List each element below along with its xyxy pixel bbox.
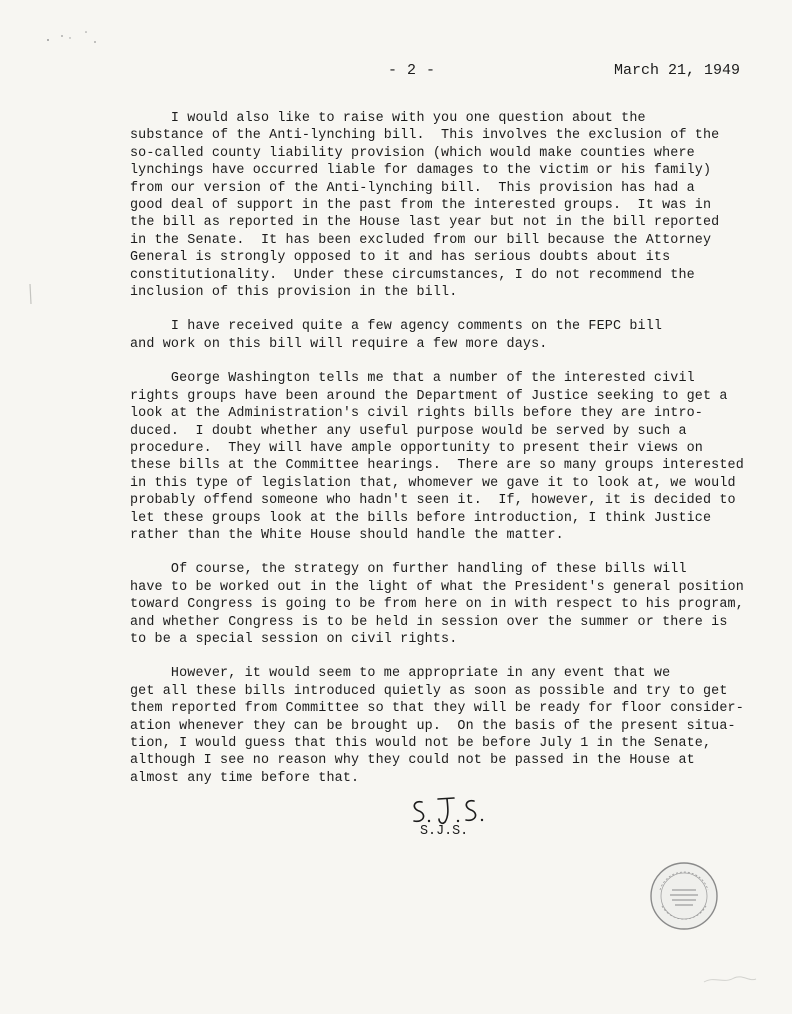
text-line: to be a special session on civil rights. [130,631,458,647]
text-line: them reported from Committee so that they will be ready for floor consider- [130,701,744,717]
text-line: George Washington tells me that a number of the interested civil [130,371,695,387]
scan-speck-marks [40,22,110,52]
faint-pencil-mark [700,970,760,990]
text-line: Of course, the strategy on further handling of these bills will [130,562,687,578]
text-line: duced. I doubt whether any useful purpose would be served by such a [130,423,687,439]
paragraph-introduction-timing [130,665,750,787]
text-line: in the Senate. It has been excluded from our bill because the Attorney [130,232,712,248]
paragraph-strategy [130,561,750,648]
text-line: procedure. They will have ample opportunity to present their views on [130,440,703,456]
paragraph-anti-lynching [130,110,750,301]
text-line: and whether Congress is to be held in session over the summer or there is [130,614,728,630]
text-line: toward Congress is going to be from here on in with respect to his program, [130,597,744,613]
text-line: although I see no reason why they could not be passed in the House at [130,753,695,769]
text-line: the bill as reported in the House last year but not in the bill reported [130,215,720,231]
text-line: probably offend someone who hadn't seen it. If, however, it is decided to [130,493,736,509]
text-line: these bills at the Committee hearings. There are so many groups interested [130,458,744,474]
document-date: March 21, 1949 [614,62,741,79]
text-line: inclusion of this provision in the bill. [130,285,458,301]
text-line: good deal of support in the past from the interested groups. It was in [130,198,712,214]
library-stamp-icon [648,860,720,932]
text-line: almost any time before that. [130,770,360,786]
text-line: in this type of legislation that, whomever we gave it to look at, we would [130,475,736,491]
page-number: - 2 - [388,62,436,79]
text-line: get all these bills introduced quietly as soon as possible and try to get [130,683,728,699]
text-line: I would also like to raise with you one question about the [130,111,646,126]
text-line: General is strongly opposed to it and has serious doubts about its [130,250,671,266]
text-line: look at the Administration's civil rights bills before they are intro- [130,406,703,422]
text-line: let these groups look at the bills before introduction, I think Justice [130,510,712,526]
text-line: rights groups have been around the Department of Justice seeking to get a [130,388,728,404]
text-line: substance of the Anti-lynching bill. This involves the exclusion of the [130,128,720,144]
typed-initials: S.J.S. [420,824,469,839]
text-line: I have received quite a few agency comments on the FEPC bill [130,319,663,335]
scan-margin-mark [20,280,40,310]
text-line: and work on this bill will require a few more days. [130,336,548,352]
letter-body [130,110,750,804]
text-line: lynchings have occurred liable for damages to the victim or his family) [130,163,712,179]
text-line: ation whenever they can be brought up. On the basis of the present situa- [130,718,736,734]
text-line: so-called county liability provision (which would make counties where [130,145,695,161]
text-line: tion, I would guess that this would not be before July 1 in the Senate, [130,736,712,751]
paragraph-fepc [130,318,750,353]
text-line: have to be worked out in the light of what the President's general position [130,579,744,595]
text-line: However, it would seem to me appropriate in any event that we [130,666,671,682]
text-line: from our version of the Anti-lynching bill. This provision has had a [130,180,695,196]
text-line: constitutionality. Under these circumstances, I do not recommend the [130,267,695,283]
text-line: rather than the White House should handle the matter. [130,527,564,543]
paragraph-civil-rights-groups [130,370,750,544]
